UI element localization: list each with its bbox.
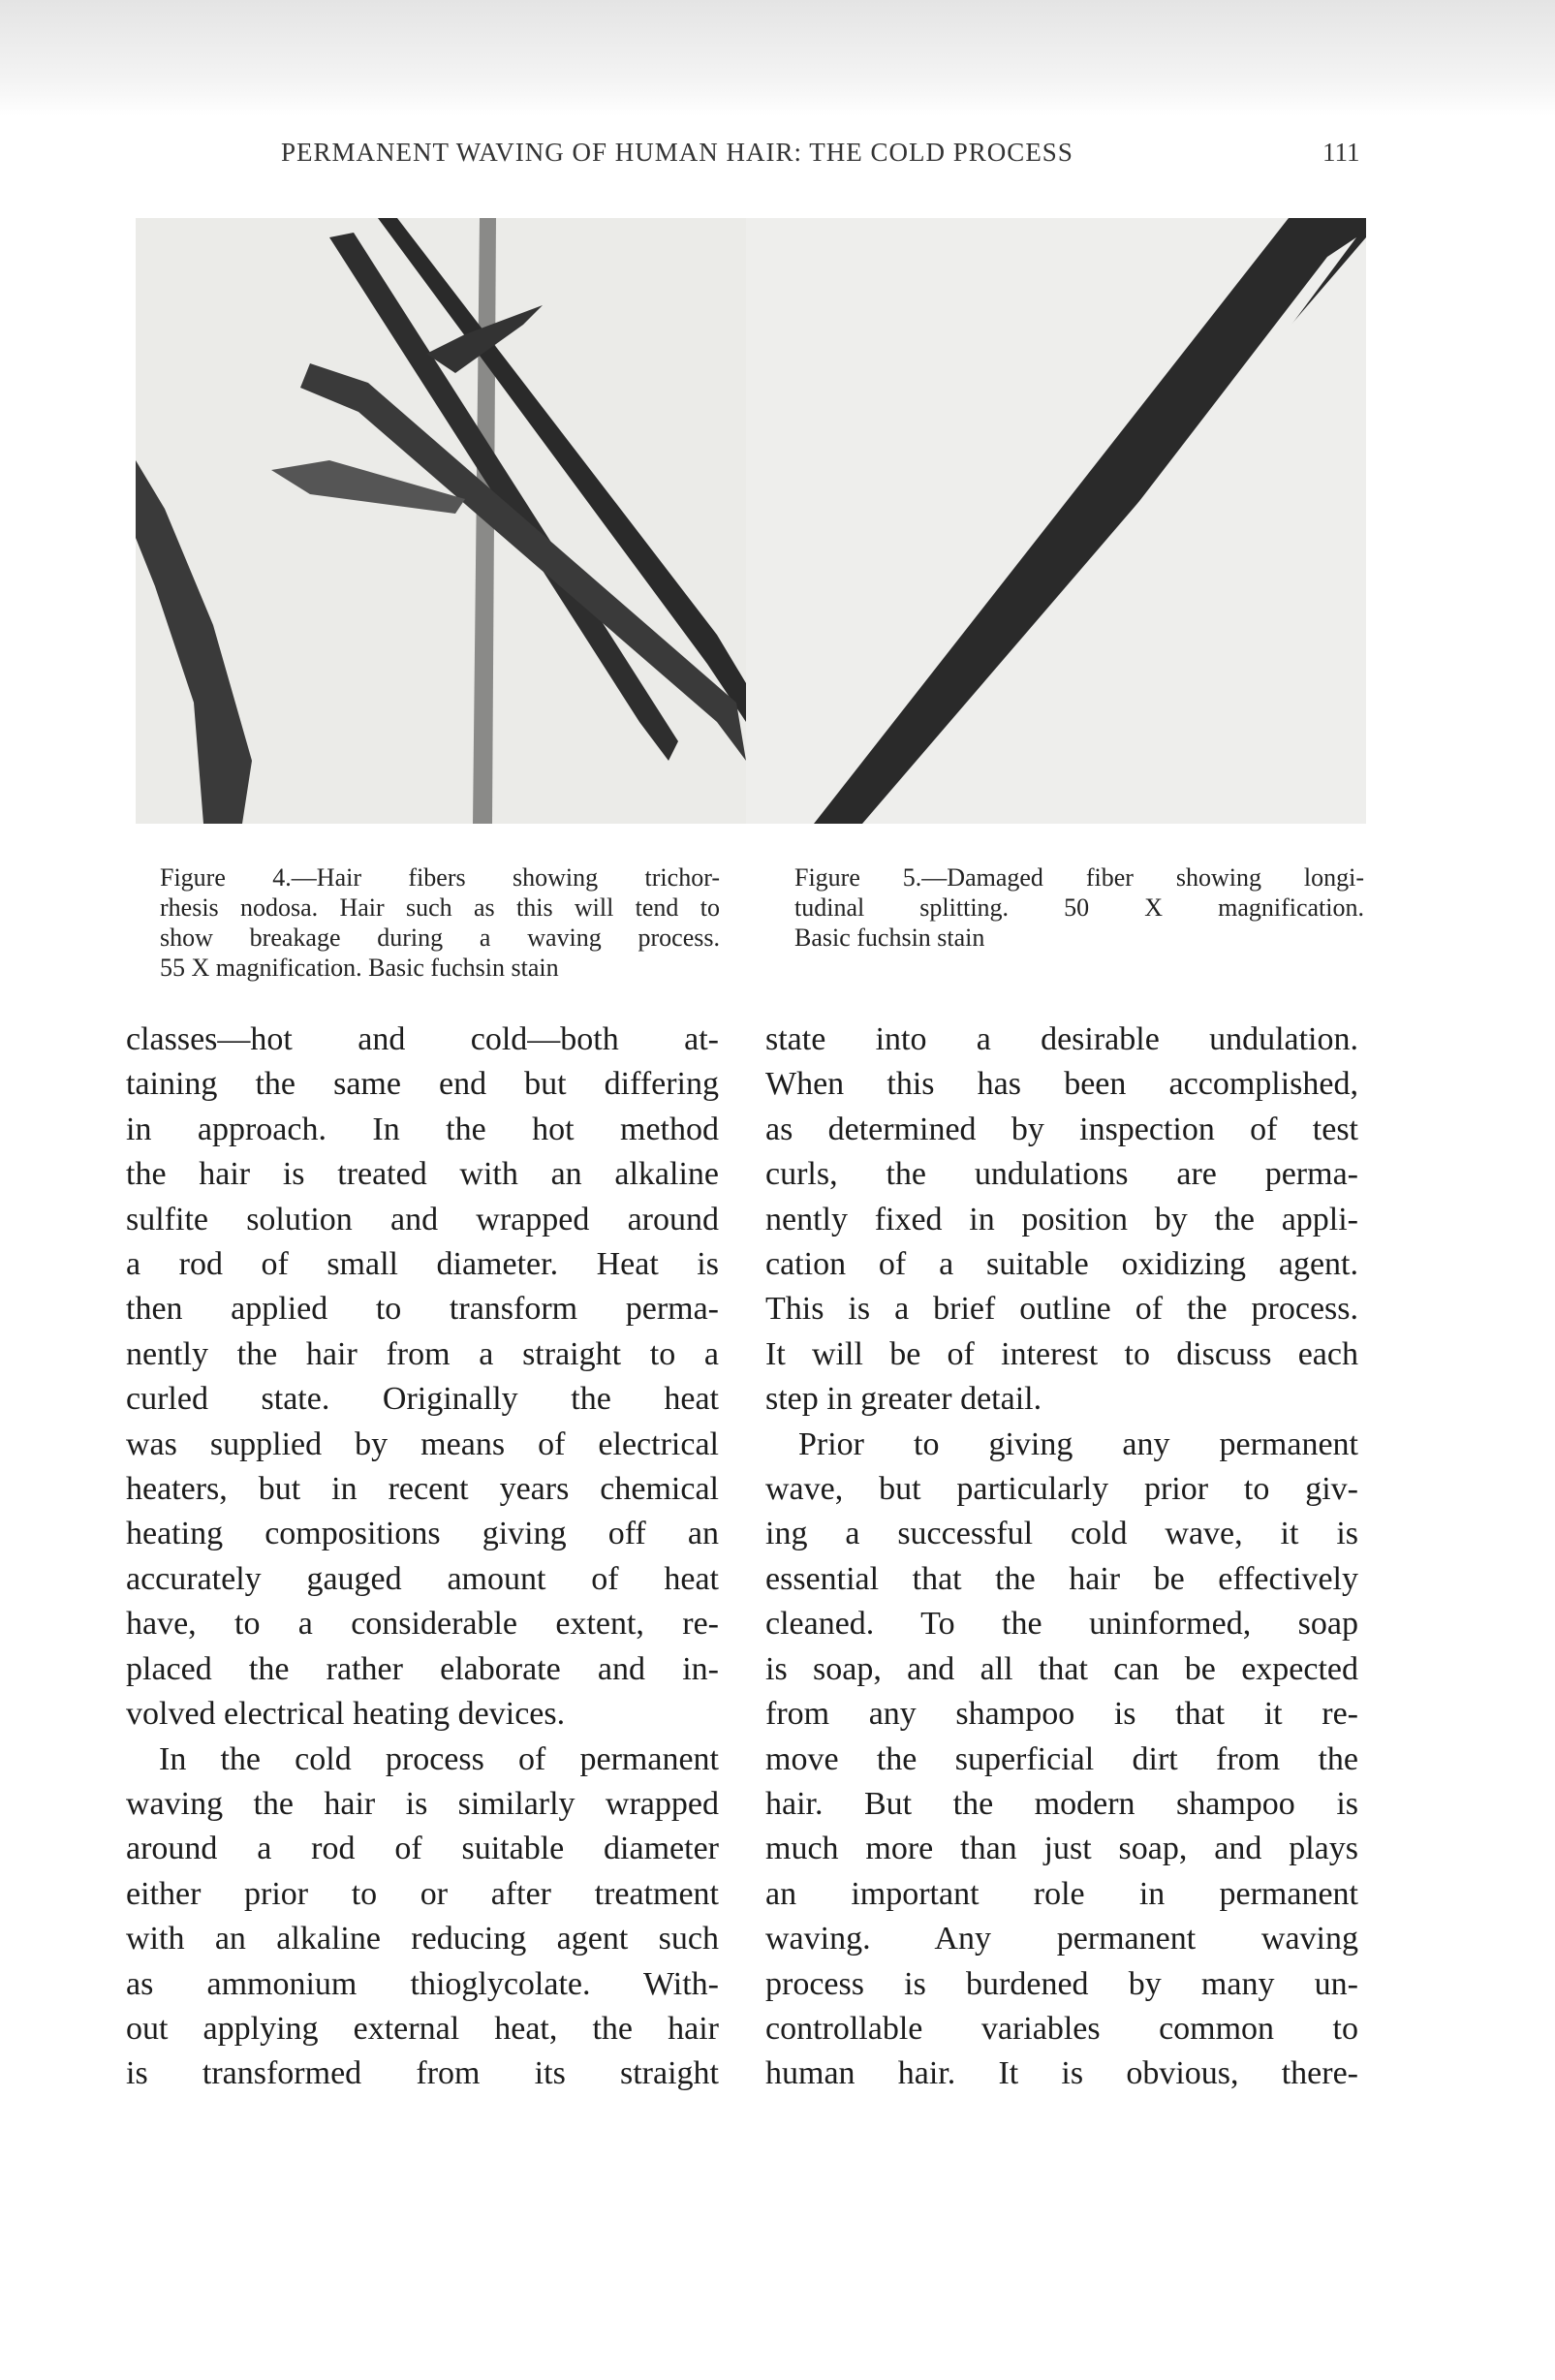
figure-5-image (746, 218, 1366, 824)
scan-margin (0, 0, 1555, 116)
page-number: 111 (1322, 138, 1360, 167)
text-line: curls, the undulations are perma- (765, 1156, 1358, 1193)
text-line: have, to a considerable extent, re- (126, 1606, 719, 1643)
text-line: heating compositions giving off an (126, 1516, 719, 1552)
text-line: much more than just soap, and plays (765, 1831, 1358, 1867)
text-line: waving the hair is similarly wrapped (126, 1785, 719, 1822)
left-column-text (126, 1018, 719, 2097)
caption-line: 55 X magnification. Basic fuchsin stain (160, 954, 559, 982)
text-line: It will be of interest to discuss each (765, 1335, 1358, 1372)
text-line: hair. But the modern shampoo is (765, 1785, 1358, 1822)
text-line: cation of a suitable oxidizing agent. (765, 1246, 1358, 1283)
text-line: controllable variables common to (765, 2010, 1358, 2047)
text-line: human hair. It is obvious, there- (765, 2055, 1358, 2092)
text-line: either prior to or after treatment (126, 1875, 719, 1912)
text-line: as determined by inspection of test (765, 1111, 1358, 1147)
caption-line: Figure 5.—Damaged fiber showing longi- (794, 863, 1364, 892)
text-line: out applying external heat, the hair (126, 2010, 719, 2047)
text-line: is soap, and all that can be expected (765, 1650, 1358, 1687)
figure-5-caption (794, 862, 1364, 953)
text-line: nently the hair from a straight to a (126, 1335, 719, 1372)
text-line: curled state. Originally the heat (126, 1381, 719, 1418)
text-line: ing a successful cold wave, it is (765, 1516, 1358, 1552)
right-column-text (765, 1018, 1358, 2097)
text-line: heaters, but in recent years chemical (126, 1471, 719, 1508)
text-line: state into a desirable undulation. (765, 1021, 1358, 1057)
text-line: around a rod of suitable diameter (126, 1831, 719, 1867)
figure-4-caption (160, 862, 720, 983)
text-line: then applied to transform perma- (126, 1291, 719, 1328)
running-header: PERMANENT WAVING OF HUMAN HAIR: THE COLD PROCESS (281, 138, 1073, 167)
text-line: sulfite solution and wrapped around (126, 1201, 719, 1237)
caption-line: tudinal splitting. 50 X magnification. (794, 893, 1364, 922)
text-line: was supplied by means of electrical (126, 1425, 719, 1462)
text-line: essential that the hair be effectively (765, 1560, 1358, 1597)
caption-line: show breakage during a waving process. (160, 924, 720, 952)
text-line: Prior to giving any permanent (798, 1425, 1358, 1462)
caption-line: Figure 4.—Hair fibers showing trichor- (160, 863, 720, 892)
text-line: step in greater detail. (765, 1381, 1042, 1418)
text-line: is transformed from its straight (126, 2055, 719, 2092)
text-line: from any shampoo is that it re- (765, 1696, 1358, 1733)
figure-4-image (136, 218, 746, 824)
text-line: in approach. In the hot method (126, 1111, 719, 1147)
text-line: wave, but particularly prior to giv- (765, 1471, 1358, 1508)
text-line: nently fixed in position by the appli- (765, 1201, 1358, 1237)
text-line: the hair is treated with an alkaline (126, 1156, 719, 1193)
text-line: accurately gauged amount of heat (126, 1560, 719, 1597)
text-line: When this has been accomplished, (765, 1066, 1358, 1103)
text-line: a rod of small diameter. Heat is (126, 1246, 719, 1283)
text-line: an important role in permanent (765, 1875, 1358, 1912)
text-line: waving. Any permanent waving (765, 1921, 1358, 1957)
text-line: This is a brief outline of the process. (765, 1291, 1358, 1328)
text-line: process is burdened by many un- (765, 1965, 1358, 2002)
text-line: move the superficial dirt from the (765, 1740, 1358, 1777)
text-line: volved electrical heating devices. (126, 1696, 566, 1733)
caption-line: Basic fuchsin stain (794, 924, 985, 952)
text-line: taining the same end but differing (126, 1066, 719, 1103)
text-line: classes—hot and cold—both at- (126, 1021, 719, 1057)
text-line: with an alkaline reducing agent such (126, 1921, 719, 1957)
text-line: In the cold process of permanent (159, 1740, 719, 1777)
text-line: cleaned. To the uninformed, soap (765, 1606, 1358, 1643)
caption-line: rhesis nodosa. Hair such as this will tend to (160, 893, 720, 922)
text-line: placed the rather elaborate and in- (126, 1650, 719, 1687)
text-line: as ammonium thioglycolate. With- (126, 1965, 719, 2002)
